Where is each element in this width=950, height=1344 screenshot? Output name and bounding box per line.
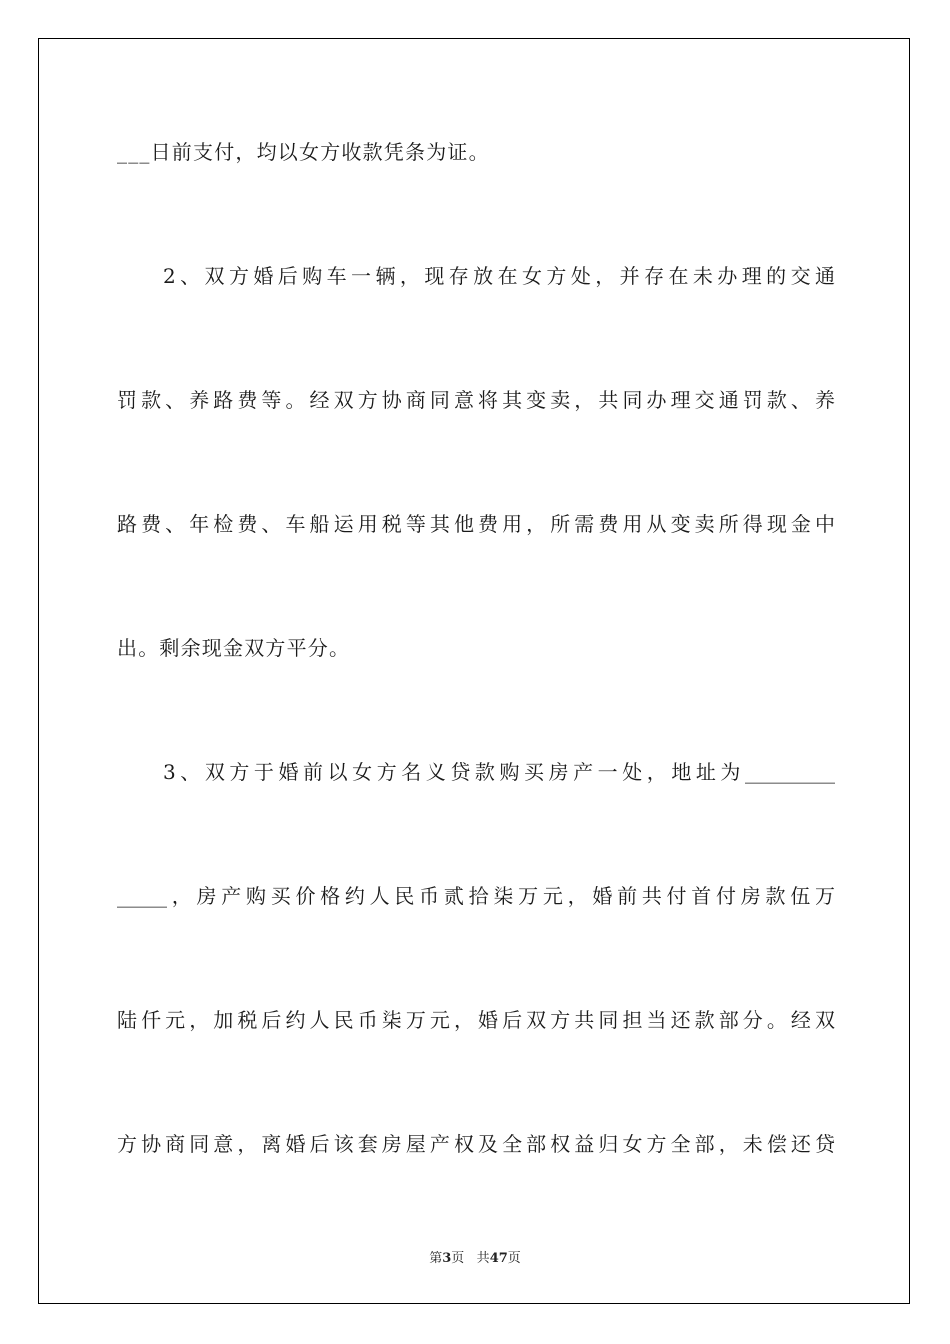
page-prefix: 第 bbox=[429, 1251, 443, 1266]
text-line-6: 3、双方于婚前以女方名义贷款购买房产一处，地址为_________ bbox=[163, 760, 835, 784]
total-page-number: 47 bbox=[489, 1251, 508, 1266]
total-prefix: 共 bbox=[476, 1251, 490, 1266]
page-border bbox=[38, 38, 910, 1304]
text-line-1: ___日前支付，均以女方收款凭条为证。 bbox=[117, 140, 490, 164]
text-line-9: 方协商同意，离婚后该套房屋产权及全部权益归女方全部，未偿还贷 bbox=[117, 1132, 835, 1156]
text-line-2: 2、双方婚后购车一辆，现存放在女方处，并存在未办理的交通 bbox=[163, 264, 835, 288]
total-suffix: 页 bbox=[507, 1251, 521, 1266]
text-line-7: _____，房产购买价格约人民币贰拾柒万元，婚前共付首付房款伍万 bbox=[117, 884, 835, 908]
text-line-3: 罚款、养路费等。经双方协商同意将其变卖，共同办理交通罚款、养 bbox=[117, 388, 835, 412]
text-line-8: 陆仟元，加税后约人民币柒万元，婚后双方共同担当还款部分。经双 bbox=[117, 1008, 835, 1032]
text-line-5: 出。剩余现金双方平分。 bbox=[117, 636, 351, 660]
page-suffix: 页 bbox=[451, 1251, 465, 1266]
page-footer bbox=[0, 1247, 950, 1266]
text-line-4: 路费、年检费、车船运用税等其他费用，所需费用从变卖所得现金中 bbox=[117, 512, 835, 536]
current-page-number: 3 bbox=[442, 1251, 452, 1266]
